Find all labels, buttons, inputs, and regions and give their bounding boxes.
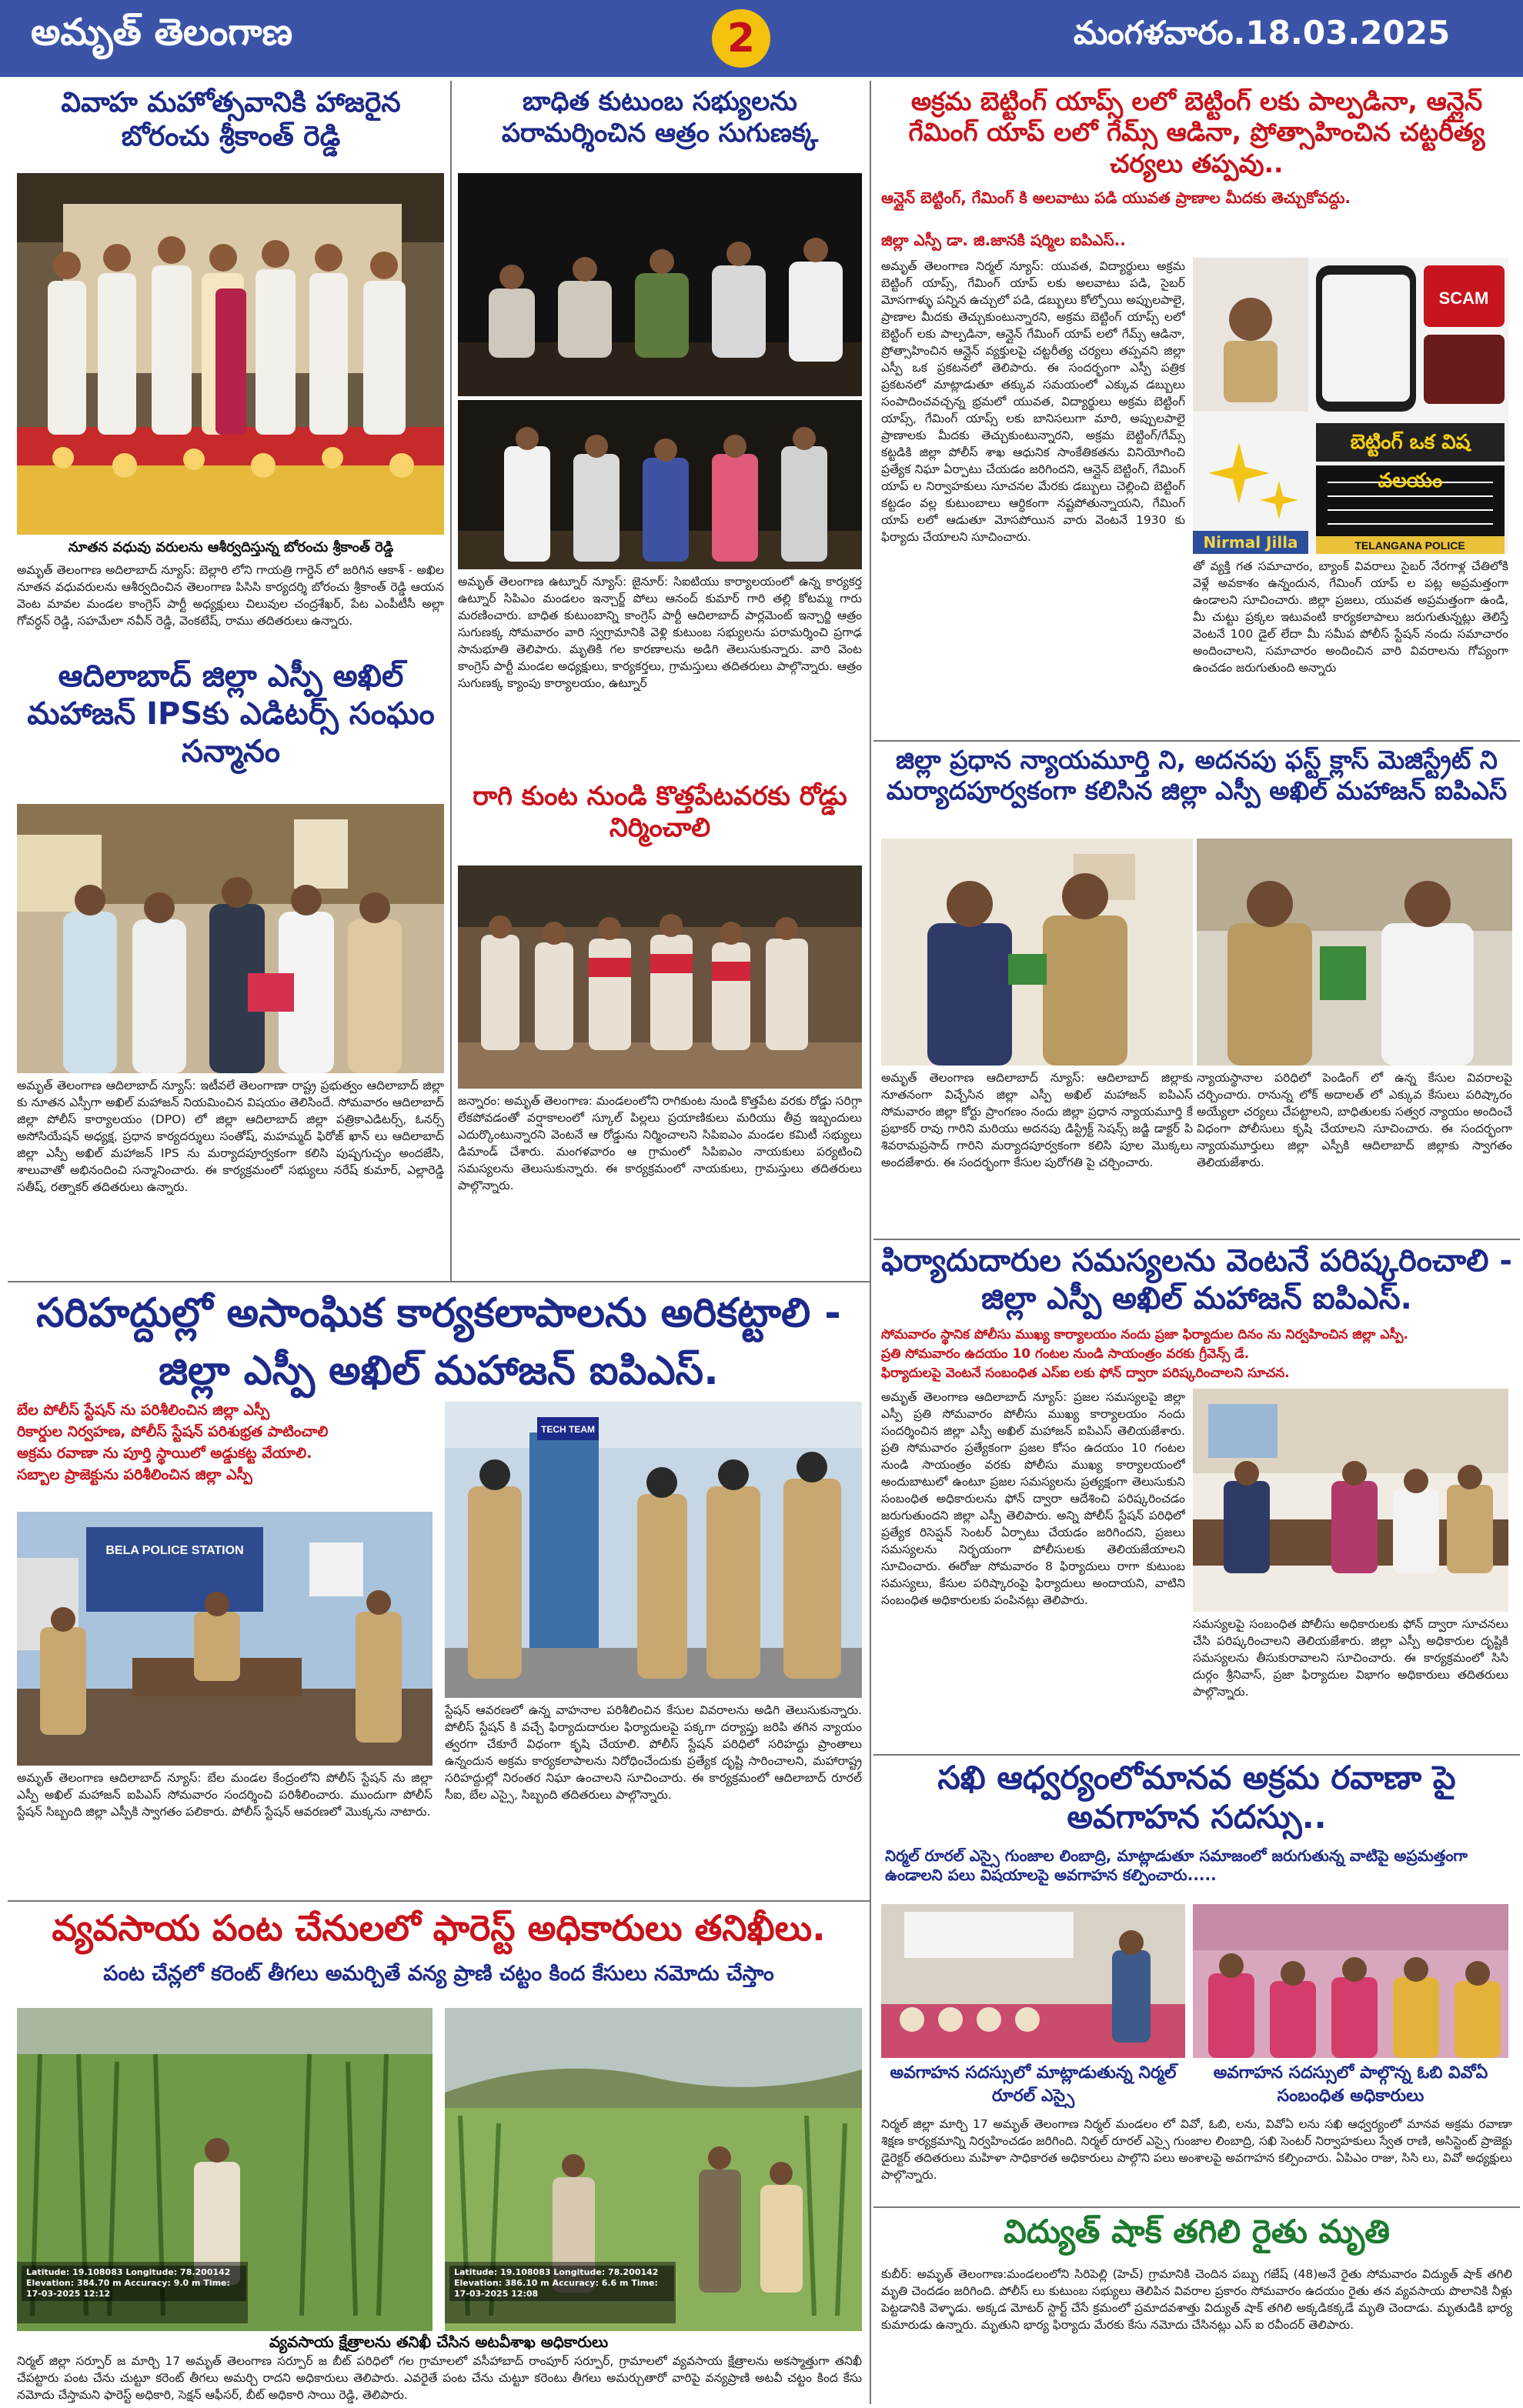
- section-rule: [8, 1281, 870, 1282]
- geotag-stamp-2: Latitude: 19.108083 Longitude: 78.200142 Elevation: 386.10 m Accuracy: 6.6 m Time: 17-03-2025 12:08: [449, 2266, 674, 2301]
- section-rule: [8, 1900, 870, 1902]
- forest-body: నిర్మల్ జిల్లా సర్పూర్ జ మార్చి 17 అమృత్ తెలంగాణ సర్పూర్ జ బీట్ పరిధిలో గల గ్రామాలలో వసీహాబాద్ రాంపూర్ సర్పూర్, గ్రామాలలో వ్యవసాయ క్షేత్రాలను అకస్మాత్తుగా తనిఖీ చేపట్టారు పంట చేను చుట్టూ కరెంట్ తీగలు అమర్చి రాదని అధికారులు తెలిపారు. ఎవరైతే పంట చేను చుట్టూ కరెంటు తీగలు అమర్చుతారో వారిపై వన్యప్రాణి అటవీ చట్టం కింద కేసు నమోదు చేస్తామని ఫారెస్ట్ అధికారి, సెక్షన్ ఆఫీసర్, బీట్ అధికారి సాయి రెడ్డి, తెలిపారు.: [17, 2354, 862, 2402]
- bela-station-photo: [17, 1512, 433, 1766]
- forest-photo-1: [17, 2008, 433, 2331]
- column-rule: [870, 81, 871, 2404]
- border-sub-2: రికార్డుల నిర్వహణ, పోలీస్ స్టేషన్ పరిశుభ్రత పాటించాలి: [17, 1423, 329, 1440]
- betting-body: అమృత్ తెలంగాణ నిర్మల్ న్యూస్: యువత, విద్యార్థులు అక్రమ బెట్టింగ్ యాప్స్, గేమింగ్ యాప్ లకు అలవాటు పడి, సైబర్ మోసగాళ్ళు పన్నిన ఉచ్చులో పడి, డబ్బులు కోల్పోయి అప్పులపాలై, ప్రాణాల మీదకు తెచ్చుకుంటున్నారని, అక్రమ బెట్టింగ్ యాప్స్ లలో బెట్టింగ్ లకు పాల్పడినా, ఆన్లైన్ గేమింగ్ యాప్ లలో గేమ్స్ ఆడినా, ప్రోత్సాహించిన ఆన్లైన్ వ్యక్తులపై చట్టరీత్య చర్యలు తప్పవని జిల్లా ఎస్పీ ఒక ప్రకటనలో తెలిపారు. ఈ సందర్భంగా ఎస్పీ పత్రిక ప్రకటనలో మాట్లాడుతూ తక్కువ సమయంలో ఎక్కువ డబ్బులు సంపాదించవచ్చన్న భ్రమలో యువత, విద్యార్థులు అక్రమ బెట్టింగ్ యాప్స్, గేమింగ్ యాప్స్ లకు బానిసలుగా మారి, అప్పులపాలై ప్రాణాలకు మీదకు తెచ్చుకుంటున్నారని, అక్రమ బెట్టింగ్/గేమ్స్ కట్టడికి జిల్లా పోలీస్ శాఖ ఆధునిక సాంకేతికతను వినియోగించి ప్రత్యేక నిఘా ఏర్పాటు చేయడం జరిగిందని, ఆన్లైన్ బెట్టింగ్, గేమింగ్ యాప్ ల నిర్వాహకులు సూచనల మేరకు డబ్బులు చెల్లించి బెట్టింగ్ కట్టడం వల్ల కుటుంబాలు ఆర్ధికంగా నష్టపోతున్నాయని, గేమింగ్ యాప్ లలో ఆడుతూ మోసపోయిన వారు వెంటనే 1930 కు ఫిర్యాదు చేయాలని సూచించారు.: [881, 259, 1185, 544]
- judge-photo-2: [1197, 839, 1512, 1066]
- betting-poster: [1193, 258, 1508, 554]
- issue-date: మంగళవారం.18.03.2025: [1074, 14, 1451, 52]
- scam-label: SCAM: [1438, 288, 1489, 308]
- betting-body-continued: తో వ్యక్తి గత సమాచారం, బ్యాంక్ వివరాలు సైబర్ నేరగాళ్ల చేతిలోకి వెళ్లే అవకాశం ఉన్నందున, గేమింగ్ యాప్ ల పట్ల అప్రమత్తంగా ఉండాలని సూచించారు. జిల్లా ప్రజలు, యువత అప్రమత్తంగా ఉండి, మీ చుట్టు ప్రక్కల ఇటువంటి కార్యకలాపాలు జరుగుతున్నట్లు తెలిస్తే వెంటనే 100 డైల్ లేదా మీ సమీప పోలీస్ స్టేషన్ నందు సమాచారం అందించాలని, సమాచారం అందించిన వారి వివరాలను గోప్యంగా ఉంచడం జరుగుతుంది అన్నారు: [1193, 559, 1508, 675]
- border-headline: సరిహద్దుల్లో అసాంఘిక కార్యకలాపాలను అరికట్టాలి - జిల్లా ఎస్పీ అఖిల్ మహాజన్ ఐపిఎస్.: [36, 1290, 841, 1395]
- section-rule: [873, 1239, 1520, 1240]
- column-rule: [450, 81, 452, 1281]
- border-sub-4: సబ్బాల ప్రాజెక్టును పరిశీలించిన జిల్లా ఎస్పీ: [17, 1466, 252, 1483]
- condolence-body: అమృత్ తెలంగాణ ఉట్నూర్ న్యూస్: జైనూర్: సిఐటియు కార్యాలయంలో ఉన్న కార్యకర్త ఉట్నూర్ సిపిఎం మండలం ఇన్చార్జ్ పోలు ఆనంద్ కుమార్ గారి తల్లి కోటమ్మ గారు మరణించారు. బాధిత కుటుంబాన్ని కాంగ్రెస్ పార్టీ ఆదిలాబాద్ పార్లమెంట్ ఇన్చార్జి ఆత్రం సుగుణక్క సోమవారం వారి స్వగ్రామానికి వెళ్లి కుటుంబ సభ్యులను పరామర్శించి ప్రగాఢ సానుభూతి తెలిపారు. మృతికి గల కారణాలను అడిగి తెలుసుకున్నారు. వారి వెంట కాంగ్రెస్ పార్టీ మండల అధ్యక్షులు, కార్యకర్తలు, గ్రామస్తులు తదితరులు పాల్గొన్నారు. ఆత్రం సుగుణక్క క్యాంపు కార్యాలయం, ఉట్నూర్: [458, 575, 862, 690]
- wedding-caption: నూతన వధువు వరులను ఆశీర్వదిస్తున్న బోరంచు శ్రీకాంత్ రెడ్డి: [68, 539, 394, 555]
- tech-team-sign: TECH TEAM: [541, 1424, 595, 1435]
- grievance-headline: ఫిర్యాదుదారుల సమస్యలను వెంటనే పరిష్కరించాలి - జిల్లా ఎస్పీ అఖిల్ మహాజన్ ఐపిఎస్.: [881, 1243, 1512, 1316]
- station-inspection-photo: [445, 1402, 862, 1698]
- nirmal-tag: Nirmal Jilla: [1193, 531, 1308, 554]
- grievance-sub-3: ఫిర్యాదులపై వెంటనే సంబంధిత ఎస్ఐ లకు ఫోన్ ద్వారా పరిష్కరించాలని సూచన.: [881, 1366, 1290, 1381]
- section-rule: [873, 1754, 1520, 1756]
- masthead: [0, 0, 1523, 77]
- station-sign-text: BELA POLICE STATION: [105, 1544, 244, 1557]
- forest-photo-2: [445, 2008, 862, 2331]
- wedding-body: అమృత్ తెలంగాణ అదిలాబాద్ న్యూస్: బెల్లారి లోని గాయత్రి గార్డెన్ లో జరిగిన ఆకాశ్ - అఖిల నూతన వధువరులను ఆశీర్వదించిన తెలంగాణ పిసిసి కార్యదర్శి బోరంచు శ్రీకాంత్ రెడ్డి ఆయన వెంట మావల మండల కాంగ్రెస్ పార్టీ అధ్యక్షులు చిలువుల చంద్రశేఖర్, పేట ఎంపీటీసీ అల్లా గోవర్ధన్ రెడ్డి, సహమేలా నవీన్ రెడ్డి, వెంకటేష్, రాము తదితరులు ఉన్నారు.: [17, 563, 444, 628]
- border-sub-1: బేల పోలీస్ స్టేషన్ ను పరిశీలించిన జిల్లా ఎస్పీ: [17, 1402, 270, 1419]
- judge-body: అమృత్ తెలంగాణ ఆదిలాబాద్ న్యూస్: ఆదిలాబాద్ జిల్లాకు నూతనంగా విచ్చేసిన జిల్లా ఎస్పీ అఖిల్ మహాజన్ ఐపిఎస్ సోమవారం జిల్లా కోర్టు ప్రాంగణం నందు జిల్లా ప్రధాన న్యాయమూర్తి కే ప్రభాకర్ రావు గారిని మరియు అదనపు డిస్ట్రిక్ట్ సెషన్స్ జడ్జి డాక్టర్ పి శివరామప్రసాద్ గారిని మర్యాదపూర్వకంగా కలిసి పూల మొక్కలు అందజేశారు. ఈ సందర్భంగా కేసుల పురోగతి పై చర్చించారు.: [881, 1071, 1193, 1169]
- sakhi-body: నిర్మల్ జిల్లా మార్చి 17 అమృత్ తెలంగాణ నిర్మల్ మండలం లో వివో, ఓబి, లను, వివోఏ లను సఖి ఆధ్వర్యంలో మానవ అక్రమ రవాణా శిక్షణ కార్యక్రమాన్ని నిర్వహించడం జరిగింది. నిర్మల్ రూరల్ ఎస్సై గుంజాల లింబాద్రి, సఖి సెంటర్ నిర్వాహకులు స్వేత రాణి, అసిస్టెంట్ ప్రాజెక్టు డైరెక్టర్ తదితరులు మహిళా సాధికారత అధికారులు పాల్గొని పలు అంశాలపై అవగాహన కల్పించారు. ఏపిఎం రాజు, సిసి లు, వివో అధ్యక్షులు పాల్గొన్నారు.: [881, 2117, 1512, 2182]
- grievance-body-continued: సమస్యలపై సంబంధిత పోలీసు అధికారులకు ఫోన్ ద్వారా సూచనలు చేసి పరిష్కరించాలని తెలియజేశారు. జిల్లా ఎస్పీ అధికారుల దృష్టికి సమస్యలను తీసుకురావాలని సూచించారు. ఈ కార్యక్రమంలో సిసి దుర్గం శ్రీనివాస్, ప్రజా ఫిర్యాదుల విభాగం అధికారులు తదితరులు పాల్గొన్నారు.: [1193, 1617, 1508, 1699]
- electrocution-body: కుబీర్: అమృత్ తెలంగాణ:మండలంలోని సిరిపెల్లి (హెచ్) గ్రామానికి చెందిన పబ్బు గజేష్ (48)అనే రైతు సోమవారం విద్యుత్ షాక్ తగిలి మృతి చెందడం జరిగింది. పోలీస్ లు కుటుంబ సభ్యులు తెలిపిన వివరాల ప్రకారం సోమవారం ఉదయం రైతు తన వ్యవసాయ పొలానికి నీళ్లు పెట్టడానికి వెళ్ళాడు. అక్కడ మోటర్ స్టార్ట్ చేసే క్రమంలో ప్రమాదవశాత్తు విద్యుత్ షాక్ తగిలి అక్కడికక్కడే మృతి చెందాడు. మృతుడికి భార్య కుమారుడు ఉన్నారు. మృతుని భార్య ఫిర్యాదు మేరకు కేసు నమోదు చేసినట్లు ఎస్ ఐ రవీందర్ తెలిపారు.: [881, 2267, 1512, 2332]
- editors-body: అమృత్ తెలంగాణ ఆదిలాబాద్ న్యూస్: ఇటీవలే తెలంగాణా రాష్ట్ర ప్రభుత్వం ఆదిలాబాద్ జిల్లా కు నూతన ఎస్పీగా అఖిల్ మహాజన్ నియమించిన విషయం తెలిసిందే. సోమవారం ఆదిలాబాద్ జిల్లా పోలీస్ కార్యాలయం (DPO) లో జిల్లా ఆదిలాబాద్ జిల్లా పత్రికాఎడిటర్స్, ఓనర్స్ అసోసియేషన్ అధ్యక్ష, ప్రధాన కార్యదర్శులు సంతోష్, మహమ్మద్ ఫిరోజ్ ఖాన్ లు ఆదిలాబాద్ జిల్లా ఎస్పీ అఖిల్ మహాజన్ IPS ను మర్యాదపూర్వకంగా కలిసి పుష్పగుచ్ఛం అందజేసి, శాలువాతో అభినందించి సన్మానించారు. ఈ కార్యక్రమంలో సభ్యులు నరేష్ కుమార్, ఎల్లారెడ్డి సతీష్, రత్నాకర్ తదితరులు ఉన్నారు.: [17, 1079, 444, 1194]
- border-sub-3: అక్రమ రవాణా ను పూర్తి స్థాయిలో అడ్డుకట్ట వేయాలి.: [17, 1445, 312, 1462]
- betting-sub-1: ఆన్లైన్ బెట్టింగ్, గేమింగ్ కి అలవాటు పడి యువత ప్రాణాల మీదకు తెచ్చుకోవద్దు.: [881, 188, 1351, 207]
- betting-poster-title: బెట్టింగ్ ఒక విష వలయం: [1316, 423, 1505, 462]
- telangana-police-label: TELANGANA POLICE: [1354, 539, 1465, 552]
- sakhi-headline: సఖి ఆధ్వర్యంలోమానవ అక్రమ రవాణా పై అవగాహన సదస్సు..: [937, 1759, 1456, 1836]
- sakhi-caption-2: అవగాహన సదస్సులో పాల్గొన్న ఓబి వివోఏ సంబంధిత అధికారులు: [1213, 2063, 1488, 2106]
- condolence-photo-1: [458, 173, 862, 396]
- betting-sub-2: జిల్లా ఎస్పీ డా. జి.జానకి షర్మిల ఐపిఎస్..: [881, 231, 1126, 249]
- betting-headline: అక్రమ బెట్టింగ్ యాప్స్ లలో బెట్టింగ్ లకు పాల్పడినా, ఆన్లైన్ గేమింగ్ యాప్ లలో గేమ్స్ ఆడినా, ప్రోత్సాహించిన చట్టరీత్య చర్యలు తప్పవు..: [908, 86, 1485, 178]
- grievance-sub-1: సోమవారం స్థానిక పోలీసు ముఖ్య కార్యాలయం నందు ప్రజా ఫిర్యాదుల దినం ను నిర్వహించిన జిల్లా ఎస్పీ.: [881, 1327, 1409, 1342]
- sakhi-photo-1: [881, 1904, 1185, 2058]
- grievance-body: అమృత్ తెలంగాణ ఆదిలాబాద్ న్యూస్: ప్రజల సమస్యలపై జిల్లా ఎస్పీ ప్రతి సోమవారం పోలీసు ముఖ్య కార్యాలయం నందు సందర్శించిన జిల్లా ఎస్పీ అఖిల్ మహాజన్ ఐపిఎస్ తెలియజేశారు. ప్రతి సోమవారం ప్రత్యేకంగా ప్రజల కోసం ఉదయం 10 గంటల నుండి సాయంత్రం వరకు పోలీసు ముఖ్య కార్యాలయంలో అందుబాటులో ఉంటూ ప్రజల సమస్యలను ప్రత్యక్షంగా తెలుసుకుని సంబంధిత అధికారులను ఫోన్ ద్వారా ఆదేశించి పరిష్కరించడం జరుగుతుందని జిల్లా ఎస్పీ తెలిపారు. అన్ని పోలీస్ స్టేషన్ పరిధిలో ప్రత్యేక రిసెప్షన్ సెంటర్ ఏర్పాటు చేయడం జరిగిందని, ప్రజలు సమస్యలను నిర్భయంగా పోలీసులకు తెలియజేయాలని సూచించారు. ఈరోజు సోమవారం 8 ఫిర్యాదులు రాగా కుటుంబ సమస్యలు, కేసుల పరిష్కారంపై ఫిర్యాదులు అందాయని, వాటిని సంబంధిత అధికారులకు పంపినట్లు తెలిపారు.: [881, 1390, 1185, 1607]
- wedding-photo: [17, 173, 444, 535]
- judge-body-continued: న్యాయస్థానాల పరిధిలో పెండింగ్ లో ఉన్న కేసుల వివరాలపై చర్చించారు. రానున్న లోక్ అదాలత్ లో ఎక్కువ కేసులు పరిష్కారం అయ్యేలా చర్యలు చేపట్టాలని, బాధితులకు సత్వర న్యాయం అందించే విధంగా పోలీసులు కృషి చేయాలని సూచించారు. ఈ సందర్భంగా న్యాయమూర్తులు జిల్లా ఎస్పీకి ఆదిలాబాద్ జిల్లాకు స్వాగతం తెలియజేశారు.: [1197, 1071, 1512, 1169]
- geotag-stamp-1: Latitude: 19.108083 Longitude: 78.200142 Elevation: 384.70 m Accuracy: 9.0 m Time: 17-03-2025 12:12: [22, 2266, 246, 2301]
- border-body: అమృత్ తెలంగాణ ఆదిలాబాద్ న్యూస్: బేల మండల కేంద్రంలోని పోలీస్ స్టేషన్ ను జిల్లా ఎస్పీ అఖిల్ మహాజన్ ఐపిఎస్ సోమవారం సందర్శించి పరిశీలించారు. ముందుగా పోలీస్ స్టేషన్ సిబ్బంది జిల్లా ఎస్పీకి స్వాగతం పలికారు. పోలీస్ స్టేషన్ ఆవరణలో మొక్కను నాటారు.: [17, 1771, 433, 1819]
- border-body-continued: స్టేషన్ ఆవరణలో ఉన్న వాహనాల పరిశీలించిన కేసుల వివరాలను అడిగి తెలుసుకున్నారు. పోలీస్ స్టేషన్ కి వచ్చే ఫిర్యాదుదారుల ఫిర్యాదులపై పక్కగా దర్యాప్తు జరిపి తగిన న్యాయం త్వరగా చేకూరే విధంగా కృషి చేయాలి. పోలీస్ స్టేషన్ పరిధిలో సరిహద్దు ప్రాంతాలు ఉన్నందున అక్రమ కార్యకలాపాలను నిరోధించేందుకు ప్రత్యేక దృష్టి సారించాలని, మహారాష్ట్ర సరిహద్దుల్లో నిరంతర నిఘా ఉంచాలని సూచించారు. ఈ కార్యక్రమంలో ఆదిలాబాద్ రూరల్ సీఐ, బేల ఎస్సై, సిబ్బంది తదితరులు పాల్గొన్నారు.: [445, 1703, 862, 1802]
- section-rule: [873, 740, 1520, 742]
- condolence-photo-2: [458, 400, 862, 569]
- forest-caption: వ్యవసాయ క్షేత్రాలను తనిఖీ చేసిన అటవీశాఖ అధికారులు: [269, 2333, 609, 2351]
- road-photo: [458, 865, 862, 1089]
- forest-headline: వ్యవసాయ పంట చేనులలో ఫారెస్ట్ అధికారులు తనిఖీలు.: [52, 1907, 826, 1949]
- editors-photo: [17, 804, 444, 1073]
- page-number: 2: [712, 9, 770, 68]
- wedding-headline: వివాహ మహోత్సవానికి హాజరైన బోరంచు శ్రీకాంత్ రెడ్డి: [61, 87, 401, 152]
- electrocution-headline: విద్యుత్ షాక్ తగిలి రైతు మృతి: [1003, 2213, 1390, 2250]
- grievance-photo: [1193, 1389, 1508, 1612]
- road-headline: రాగి కుంట నుండి కొత్తపేటవరకు రోడ్డు నిర్మించాలి: [473, 781, 847, 844]
- sparkle-icon: [1208, 435, 1301, 527]
- judge-headline: జిల్లా ప్రధాన న్యాయమూర్తి ని, అదనపు ఫస్ట్ క్లాస్ మెజిస్ట్రేట్ ని మర్యాదపూర్వకంగా కలిసిన జిల్లా ఎస్పీ అఖిల్ మహాజన్ ఐపిఎస్: [886, 745, 1508, 806]
- sakhi-photo-2: [1193, 1904, 1508, 2058]
- paper-name: అమృత్ తెలంగాణ: [31, 11, 293, 54]
- section-rule: [873, 2206, 1520, 2208]
- forest-sub: పంట చేన్లలో కరెంట్ తీగలు అమర్చితే వన్య ప్రాణి చట్టం కింద కేసులు నమోదు చేస్తాం: [103, 1962, 774, 1986]
- condolence-headline: బాధిత కుటుంబ సభ్యులను పరామర్శించిన ఆత్రం సుగుణక్క: [501, 86, 819, 149]
- road-body: జన్నారం: అమృత్ తెలంగాణ: మండలంలోని రాగికుంట నుండి కొత్తపేట వరకు రోడ్డు సరిగ్గా లేకపోవడంతో వర్షాకాలంలో స్కూల్ పిల్లలు ప్రయాణికులు మరియు తీవ్ర ఇబ్బందులు ఎదుర్కొంటున్నారని వెంటనే ఆ రోడ్డును నిర్మించాలని సిపిఐఎం మండల కమిటీ సభ్యులు డిమాండ్ చేశారు. మంగళవారం ఆ గ్రామంలో సిపిఐఎం నాయకులు పర్యటించి సమస్యలను తెలుసుకున్నారు. ఈ కార్యక్రమంలో నాయకులు, గ్రామస్తులు తదితరులు పాల్గొన్నారు.: [458, 1094, 862, 1192]
- sakhi-sub: నిర్మల్ రూరల్ ఎస్సై గుంజాల లింబాద్రి, మాట్లాడుతూ సమాజంలో జరుగుతున్న వాటిపై అప్రమత్తంగా ఉండాలని పలు విషయాలపై అవగాహన కల్పించారు.....: [885, 1846, 1468, 1884]
- sakhi-caption-1: అవగాహన సదస్సులో మాట్లాడుతున్న నిర్మల్ రూరల్ ఎస్సై: [890, 2063, 1177, 2106]
- judge-photo-1: [881, 839, 1193, 1066]
- editors-headline: ఆదిలాబాద్ జిల్లా ఎస్పీ అఖిల్ మహాజన్ IPSకు ఎడిటర్స్ సంఘం సన్మానం: [27, 659, 435, 769]
- grievance-sub-2: ప్రతి సోమవారం ఉదయం 10 గంటల నుండి సాయంత్రం వరకు గ్రీవెన్స్ డే.: [881, 1346, 1250, 1362]
